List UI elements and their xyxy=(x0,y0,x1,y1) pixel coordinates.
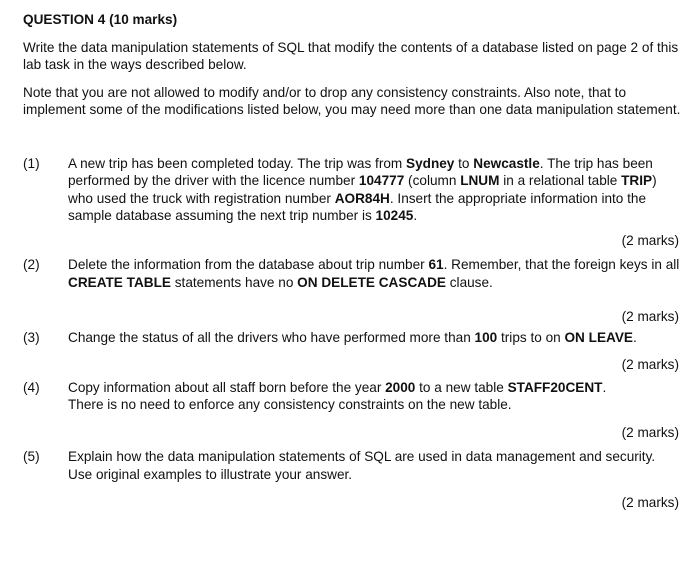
marks-label: (2 marks) xyxy=(621,309,679,324)
question-item-2 xyxy=(23,256,682,291)
question-number: (4) xyxy=(23,379,40,395)
question-text: A new trip has been completed today. The trip was from Sydney to Newcastle. The trip has been performed by the driver with the licence number 104777 (column LNUM in a relational table TRIP) who used the truck with registration number AOR84H. Insert the appropriate information into the sample database assuming the next trip number is 10245. xyxy=(68,155,657,223)
question-item-3 xyxy=(23,329,682,347)
question-item-5 xyxy=(23,448,682,483)
question-number: (1) xyxy=(23,155,40,171)
question-text: Copy information about all staff born before the year 2000 to a new table STAFF20CENT. There is no need to enforce any consistency constraints on the new table. xyxy=(68,379,607,412)
question-text: Delete the information from the database about trip number 61. Remember, that the foreign keys in all CREATE TABLE statements have no ON DELETE CASCADE clause. xyxy=(68,257,680,290)
note-paragraph: Note that you are not allowed to modify and/or to drop any consistency constraints. Also note, that to implement some of the modifications listed below, you may need more than one data manipulation statement. xyxy=(23,84,681,117)
question-number: (3) xyxy=(23,329,40,345)
question-heading: QUESTION 4 (10 marks) xyxy=(23,12,178,27)
question-item-1 xyxy=(23,155,682,225)
question-number: (2) xyxy=(23,257,40,272)
question-text: Explain how the data manipulation statements of SQL are used in data management and security. Use original examples to illustrate your answer. xyxy=(68,449,656,482)
intro-paragraph: Write the data manipulation statements of SQL that modify the contents of a database listed on page 2 of this lab task in the ways described below. xyxy=(23,39,679,72)
marks-label: (2 marks) xyxy=(621,495,679,510)
question-number: (5) xyxy=(23,449,40,464)
marks-label: (2 marks) xyxy=(621,232,679,248)
marks-label: (2 marks) xyxy=(621,357,679,372)
question-text: Change the status of all the drivers who have performed more than 100 trips to on ON LEAVE. xyxy=(68,329,637,345)
marks-label: (2 marks) xyxy=(621,424,679,440)
question-item-4 xyxy=(23,379,682,414)
